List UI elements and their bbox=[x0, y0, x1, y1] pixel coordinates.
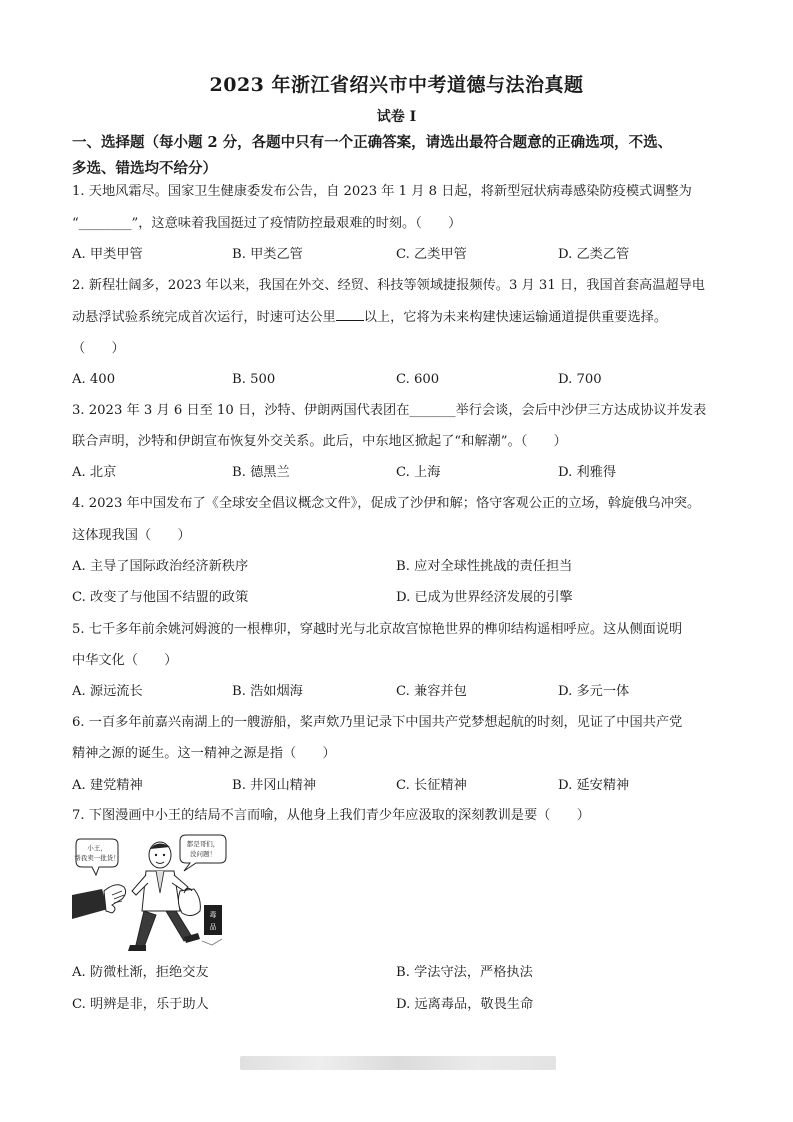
question-6-line-1: 6. 一百多年前嘉兴南湖上的一艘游船，桨声欸乃里记录下中国共产党梦想起航的时刻，见证了中国共产党 bbox=[72, 715, 683, 730]
question-4-line-1: 4. 2023 年中国发布了《全球安全倡议概念文件》，促成了沙伊和解；恪守客观公正的立场，斡旋俄乌冲突。 bbox=[72, 496, 701, 511]
bubble-left-text-2: 帮我卖一批货！ bbox=[74, 854, 120, 862]
question-7-line-1: 7. 下图漫画中小王的结局不言而喻，从他身上我们青少年应汲取的深刻教训是要（ ） bbox=[72, 808, 590, 823]
question-1-option-b: B. 甲类乙管 bbox=[232, 247, 303, 262]
question-5-option-a: A. 源远流长 bbox=[72, 684, 143, 699]
question-4-option-d: D. 已成为世界经济发展的引擎 bbox=[396, 590, 573, 605]
bag-illustration bbox=[178, 888, 200, 915]
section-heading-line-2: 多选、错选均不给分） bbox=[72, 160, 217, 177]
question-6-line-2: 精神之源的诞生。这一精神之源是指（ ） bbox=[72, 746, 336, 761]
question-5-line-2: 中华文化（ ） bbox=[72, 653, 178, 668]
question-2-line-1: 2. 新程壮阔多，2023 年以来，我国在外交、经贸、科技等领域捷报频传。3 月 31 日，我国首套高温超导电 bbox=[72, 278, 705, 293]
question-2-line-2-part-b: 以上，它将为未来构建快速运输通道提供重要选择。 bbox=[363, 310, 668, 325]
question-5-option-c: C. 兼容并包 bbox=[396, 684, 467, 699]
hand-figure bbox=[72, 885, 126, 919]
question-7-option-c: C. 明辨是非，乐于助人 bbox=[72, 997, 209, 1012]
question-3-line-2: 联合声明，沙特和伊朗宣布恢复外交关系。此后，中东地区掀起了“和解潮”。（ ） bbox=[72, 434, 567, 449]
drug-label-text-1: 毒 bbox=[209, 911, 217, 919]
question-2-option-a: A. 400 bbox=[72, 372, 116, 387]
question-4-option-b: B. 应对全球性挑战的责任担当 bbox=[396, 559, 573, 574]
question-6-option-c: C. 长征精神 bbox=[396, 778, 467, 793]
question-6-option-d: D. 延安精神 bbox=[558, 778, 630, 793]
question-2-line-2-part-a: 动悬浮试验系统完成首次运行，时速可达公里 bbox=[72, 310, 336, 325]
question-1-option-a: A. 甲类甲管 bbox=[72, 247, 143, 262]
question-1-line-2: “________”，这意味着我国挺过了疫情防控最艰难的时刻。（ ） bbox=[72, 216, 462, 231]
comic-illustration bbox=[72, 833, 232, 957]
speech-bubble-right bbox=[180, 835, 226, 871]
bubble-left-text-1: 小王， bbox=[87, 844, 107, 852]
question-2-line-3: （ ） bbox=[72, 341, 125, 356]
question-7-option-b: B. 学法守法，严格执法 bbox=[396, 965, 533, 980]
page-title: 2023 年浙江省绍兴市中考道德与法治真题 bbox=[209, 74, 584, 96]
answer-blank bbox=[336, 308, 364, 321]
question-6-option-a: A. 建党精神 bbox=[72, 778, 143, 793]
question-3-line-1: 3. 2023 年 3 月 6 日至 10 日，沙特、伊朗两国代表团在_______举行会谈，会后中沙伊三方达成协议并发表 bbox=[72, 403, 707, 418]
bubble-right-text-1: 都是哥们， bbox=[186, 840, 220, 848]
question-2-option-d: D. 700 bbox=[558, 372, 602, 387]
question-2-option-c: C. 600 bbox=[396, 372, 440, 387]
question-2-option-b: B. 500 bbox=[232, 372, 276, 387]
question-3-option-d: D. 利雅得 bbox=[558, 465, 617, 480]
question-5-option-b: B. 浩如烟海 bbox=[232, 684, 303, 699]
question-3-option-a: A. 北京 bbox=[72, 465, 117, 480]
question-4-option-a: A. 主导了国际政治经济新秩序 bbox=[72, 559, 249, 574]
question-1-line-1: 1. 天地风霜尽。国家卫生健康委发布公告，自 2023 年 1 月 8 日起，将新型冠状病毒感染防疫模式调整为 bbox=[72, 184, 692, 199]
question-3-option-b: B. 德黑兰 bbox=[232, 465, 290, 480]
drug-label-sign bbox=[204, 905, 222, 935]
question-7-option-d: D. 远离毒品，敬畏生命 bbox=[396, 997, 534, 1012]
question-3-option-c: C. 上海 bbox=[396, 465, 441, 480]
question-6-option-b: B. 井冈山精神 bbox=[232, 778, 317, 793]
bubble-right-text-2: 没问题！ bbox=[190, 850, 216, 858]
question-1-option-d: D. 乙类乙管 bbox=[558, 247, 630, 262]
speech-bubble-left bbox=[74, 839, 120, 875]
ground-mark bbox=[202, 939, 222, 945]
question-2-line-2 bbox=[72, 308, 667, 328]
section-heading bbox=[72, 130, 724, 182]
section-heading-line-1: 一、选择题（每小题 2 分，各题中只有一个正确答案，请选出最符合题意的正确选项，不选、 bbox=[72, 134, 673, 151]
paper-section-label: 试卷 I bbox=[376, 109, 417, 125]
blurred-footer-watermark bbox=[240, 1056, 556, 1070]
question-4-option-c: C. 改变了与他国不结盟的政策 bbox=[72, 590, 249, 605]
question-1-option-c: C. 乙类甲管 bbox=[396, 247, 467, 262]
question-4-line-2: 这体现我国（ ） bbox=[72, 528, 191, 543]
question-5-option-d: D. 多元一体 bbox=[558, 684, 630, 699]
drug-label-text-2: 品 bbox=[209, 923, 217, 931]
question-5-line-1: 5. 七千多年前余姚河姆渡的一根榫卯，穿越时光与北京故宫惊艳世界的榫卯结构遥相呼应。这从侧面说明 bbox=[72, 622, 683, 637]
question-7-option-a: A. 防微杜渐，拒绝交友 bbox=[72, 965, 209, 980]
